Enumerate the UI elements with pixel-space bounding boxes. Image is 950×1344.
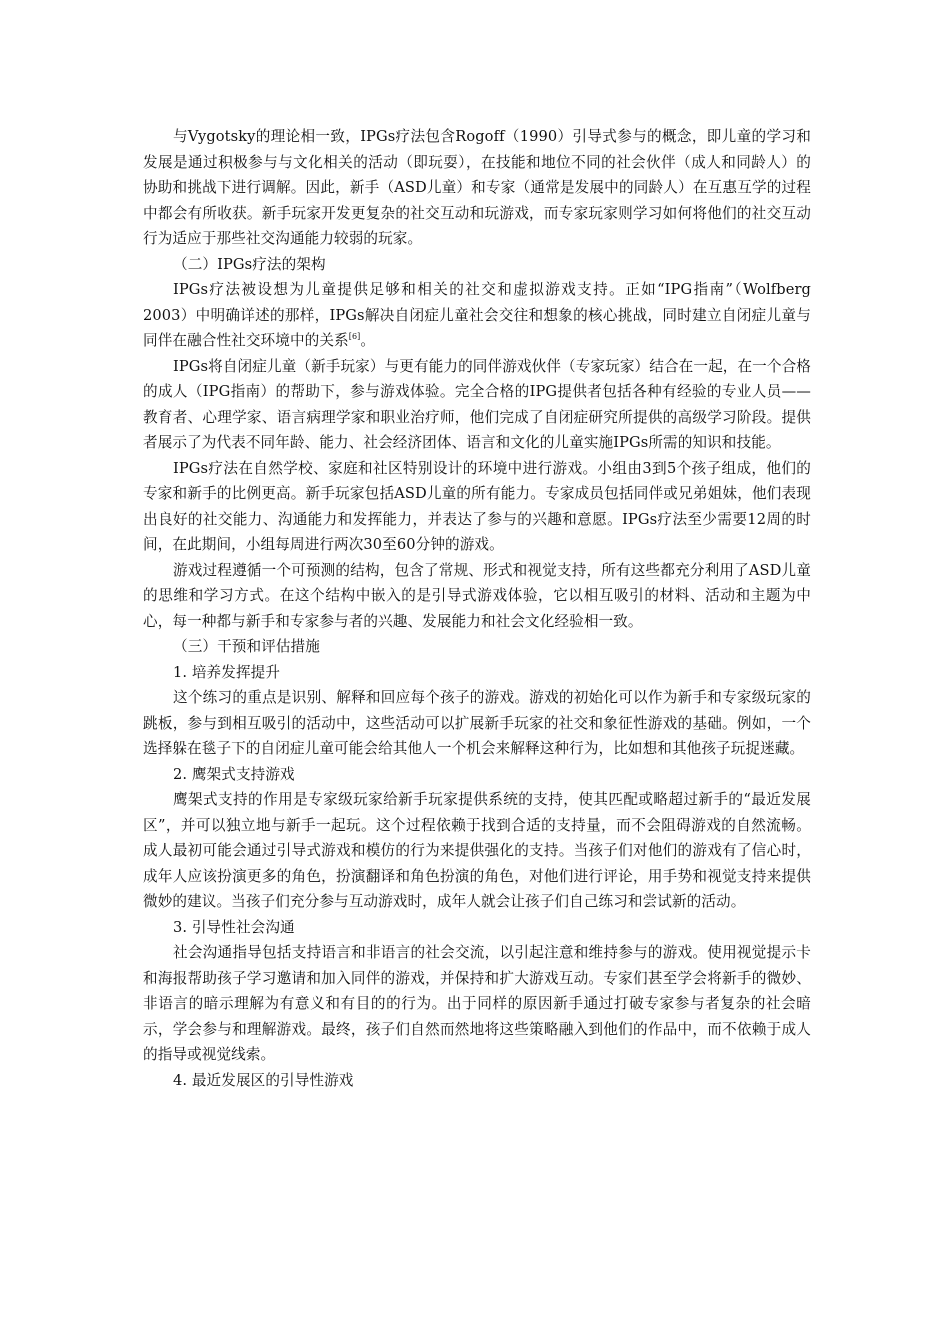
section-heading-2: （二）IPGs疗法的架构 <box>173 255 326 273</box>
subheading-3: 3. 引导性社会沟通 <box>173 918 295 936</box>
subheading-2: 2. 鹰架式支持游戏 <box>173 765 295 783</box>
paragraph-play-structure: 游戏过程遵循一个可预测的结构，包含了常规、形式和视觉支持，所有这些都充分利用了ASD儿童的思维和学习方式。在这个结构中嵌入的是引导式游戏体验，它以相互吸引的材料、活动和主题为中心，每一种都与新手和专家参与者的兴趣、发展能力和社会文化经验相一致。 <box>143 561 811 630</box>
section-heading-3: （三）干预和评估措施 <box>173 638 320 655</box>
citation-6: [6] <box>348 332 361 341</box>
paragraph-ipgs-players: IPGs将自闭症儿童（新手玩家）与更有能力的同伴游戏伙伴（专家玩家）结合在一起，在一个合格的成人（IPG指南）的帮助下，参与游戏体验。完全合格的IPG提供者包括各种有经验的专业人员——教育者、心理学家、语言病理学家和职业治疗师，他们完成了自闭症研究所提供的高级学习阶段。提供者展示了为代表不同年龄、能力、社会经济团体、语言和文化的儿童实施IPGs所需的知识和技能。 <box>143 357 811 451</box>
paragraph-scaffolding: 鹰架式支持的作用是专家级玩家给新手玩家提供系统的支持，使其匹配或略超过新手的“最近发展区”，并可以独立地与新手一起玩。这个过程依赖于找到合适的支持量，而不会阻碍游戏的自然流畅。成人最初可能会通过引导式游戏和模仿的行为来提供强化的支持。当孩子们对他们的游戏有了信心时，成年人应该扮演更多的角色，扮演翻译和角色扮演的角色，对他们进行评论，用手势和视觉支持来提供微妙的建议。当孩子们充分参与互动游戏时，成年人就会让孩子们自己练习和尝试新的活动。 <box>143 791 811 910</box>
document-body <box>143 124 811 1093</box>
paragraph-ipgs-concept-end: 。 <box>360 332 376 349</box>
paragraph-play-initiation: 这个练习的重点是识别、解释和回应每个孩子的游戏。游戏的初始化可以作为新手和专家级玩家的跳板，参与到相互吸引的活动中，这些活动可以扩展新手玩家的社交和象征性游戏的基础。例如，一个选择躲在毯子下的自闭症儿童可能会给其他人一个机会来解释这种行为，比如想和其他孩子玩捉迷藏。 <box>143 689 811 757</box>
subheading-4: 4. 最近发展区的引导性游戏 <box>173 1071 354 1089</box>
subheading-1: 1. 培养发挥提升 <box>173 663 281 681</box>
paragraph-social-communication: 社会沟通指导包括支持语言和非语言的社会交流，以引起注意和维持参与的游戏。使用视觉提示卡和海报帮助孩子学习邀请和加入同伴的游戏，并保持和扩大游戏互动。专家们甚至学会将新手的微妙、非语言的暗示理解为有意义和有目的的行为。出于同样的原因新手通过打破专家参与者复杂的社会暗示，学会参与和理解游戏。最终，孩子们自然而然地将这些策略融入到他们的作品中，而不依赖于成人的指导或视觉线索。 <box>143 944 811 1063</box>
paragraph-ipgs-concept <box>143 277 811 354</box>
paragraph-ipgs-settings: IPGs疗法在自然学校、家庭和社区特别设计的环境中进行游戏。小组由3到5个孩子组成，他们的专家和新手的比例更高。新手玩家包括ASD儿童的所有能力。专家成员包括同伴或兄弟姐妹，他们表现出良好的社交能力、沟通能力和发挥能力，并表达了参与的兴趣和意愿。IPGs疗法至少需要12周的时间，在此期间，小组每周进行两次30至60分钟的游戏。 <box>143 459 811 553</box>
paragraph-ipgs-concept-text: IPGs疗法被设想为儿童提供足够和相关的社交和虚拟游戏支持。正如“IPG指南”（Wolfberg 2003）中明确详述的那样，IPGs解决自闭症儿童社会交往和想象的核心挑战，同时建立自闭症儿童与同伴在融合性社交环境中的关系 <box>143 281 811 349</box>
paragraph-vygotsky: 与Vygotsky的理论相一致，IPGs疗法包含Rogoff（1990）引导式参与的概念，即儿童的学习和发展是通过积极参与与文化相关的活动（即玩耍），在技能和地位不同的社会伙伴（成人和同龄人）的协助和挑战下进行调解。因此，新手（ASD儿童）和专家（通常是发展中的同龄人）在互惠互学的过程中都会有所收获。新手玩家开发更复杂的社交互动和玩游戏，而专家玩家则学习如何将他们的社交互动行为适应于那些社交沟通能力较弱的玩家。 <box>143 128 811 247</box>
